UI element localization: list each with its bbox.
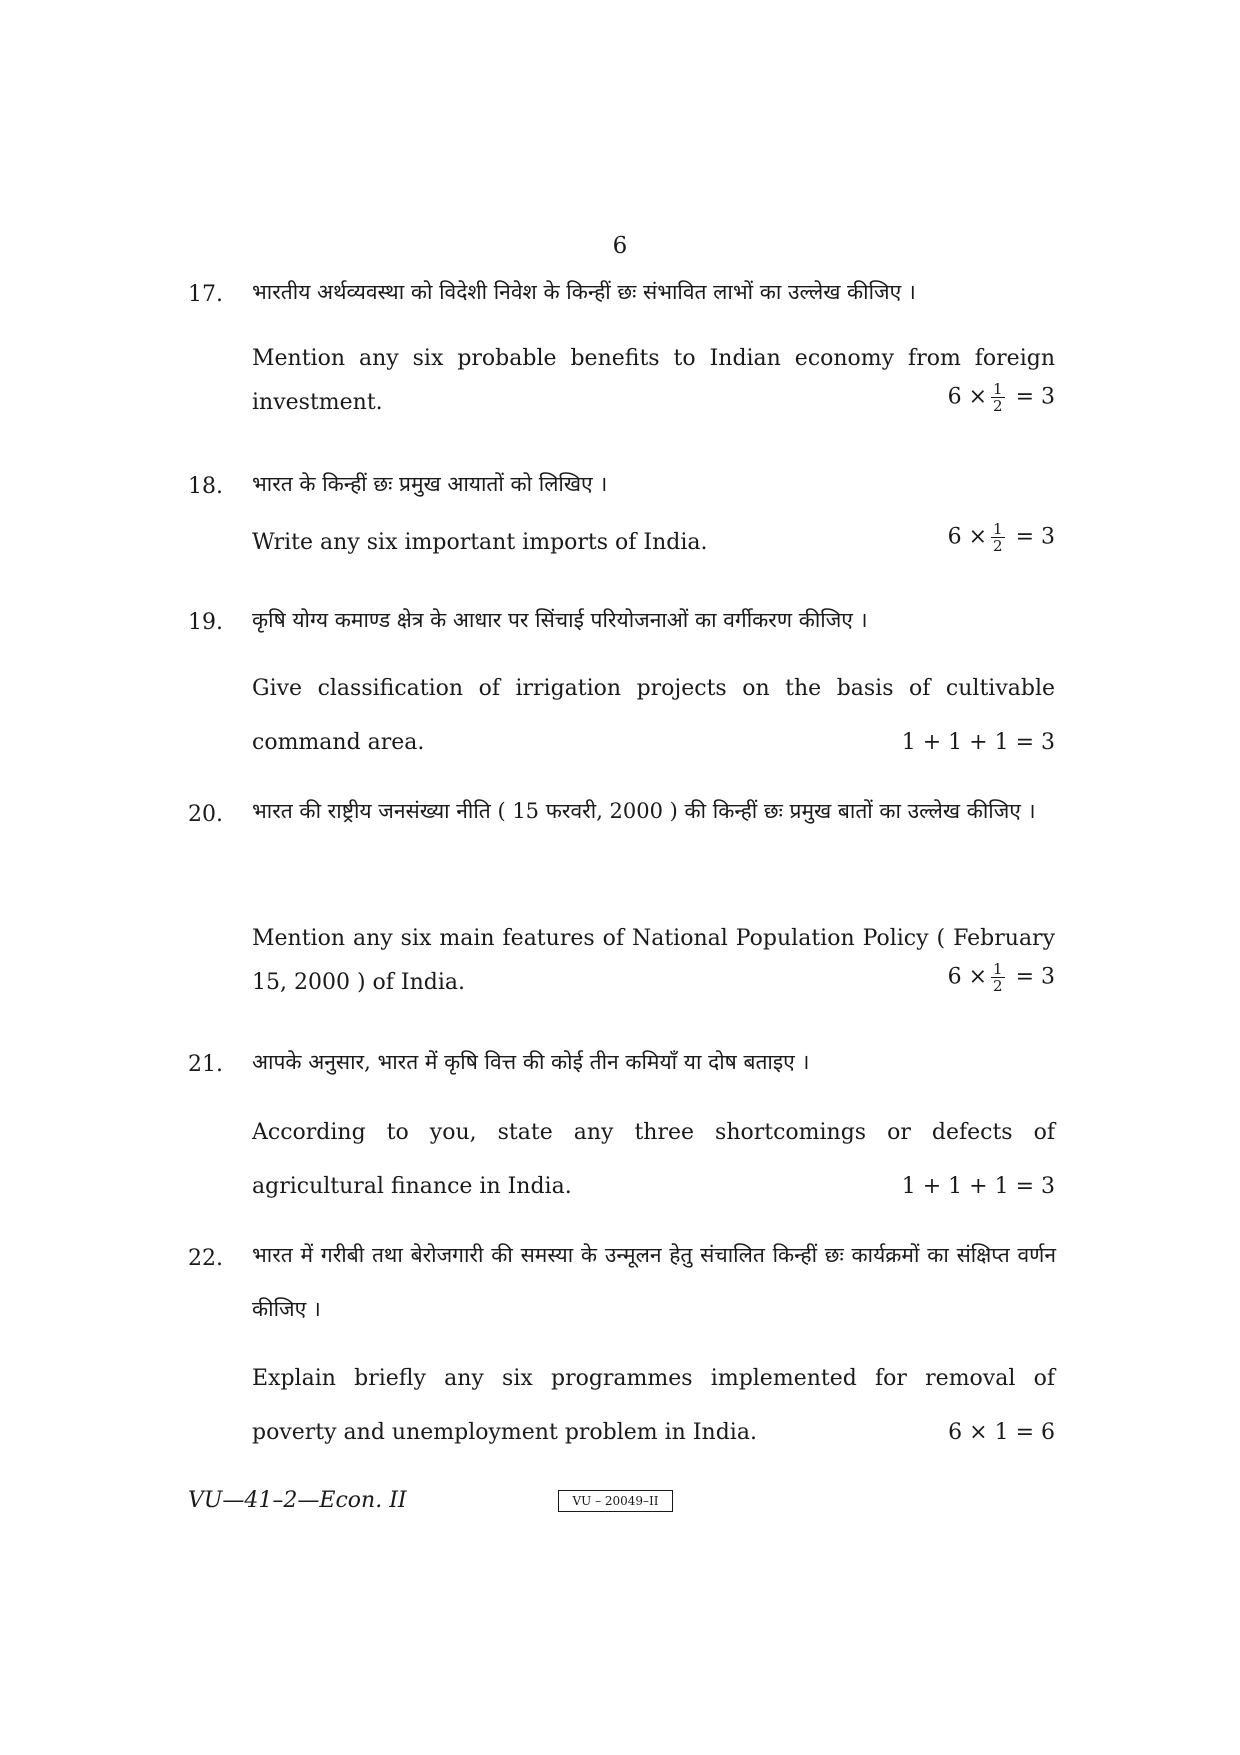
english-line: According to you, state any three shortcomings or defects of [252, 1120, 1055, 1145]
paper-code: VU—41–2—Econ. II [188, 1488, 407, 1513]
marks [948, 381, 1055, 414]
marks [948, 961, 1055, 994]
english-line: investment. [252, 390, 383, 415]
marks-suffix: = 3 [1015, 384, 1055, 410]
english-line: poverty and unemployment problem in India. [252, 1420, 757, 1445]
question-hindi: भारत के किन्हीं छः प्रमुख आयातों को लिखिए । [252, 472, 608, 496]
question-number: 17. [188, 282, 223, 307]
fraction-numerator: 1 [993, 960, 1003, 978]
english-line: Mention any six main features of National Population Policy ( February [252, 926, 1055, 951]
english-line: 15, 2000 ) of India. [252, 970, 466, 995]
english-line: Give classification of irrigation projects on the basis of cultivable [252, 676, 1055, 701]
question-hindi: कृषि योग्य कमाण्ड क्षेत्र के आधार पर सिंचाई परियोजनाओं का वर्गीकरण कीजिए । [252, 608, 868, 632]
fraction-denominator: 2 [993, 397, 1003, 415]
fraction [991, 381, 1005, 414]
marks: 6 × 1 = 6 [948, 1420, 1055, 1445]
question-number: 18. [188, 474, 223, 499]
marks [948, 521, 1055, 554]
question-hindi: भारतीय अर्थव्यवस्था को विदेशी निवेश के किन्हीं छः संभावित लाभों का उल्लेख कीजिए । [252, 280, 916, 304]
english-line: Write any six important imports of India. [252, 530, 708, 555]
english-line: command area. [252, 730, 425, 755]
fraction-denominator: 2 [993, 977, 1003, 995]
fraction-numerator: 1 [993, 520, 1003, 538]
fraction-denominator: 2 [993, 537, 1003, 555]
question-hindi: आपके अनुसार, भारत में कृषि वित्त की कोई तीन कमियाँ या दोष बताइए । [252, 1050, 810, 1074]
question-number: 19. [188, 610, 223, 635]
page-number: 6 [612, 233, 628, 259]
fraction-numerator: 1 [993, 380, 1003, 398]
fraction [991, 961, 1005, 994]
booklet-code-box: VU – 20049–II [558, 1490, 673, 1512]
english-line: agricultural finance in India. [252, 1174, 572, 1199]
marks: 1 + 1 + 1 = 3 [901, 1174, 1055, 1199]
question-number: 21. [188, 1052, 223, 1077]
marks-suffix: = 3 [1015, 964, 1055, 990]
marks-prefix: 6 × [947, 384, 988, 410]
fraction [991, 521, 1005, 554]
english-line: Mention any six probable benefits to Indian economy from foreign [252, 346, 1055, 371]
question-number: 22. [188, 1246, 223, 1271]
question-hindi: भारत में गरीबी तथा बेरोजगारी की समस्या के उन्मूलन हेतु संचालित किन्हीं छः कार्यक्रमों का संक्षिप्त वर्णन कीजिए । [252, 1243, 1056, 1321]
question-hindi: भारत की राष्ट्रीय जनसंख्या नीति ( 15 फरवरी, 2000 ) की किन्हीं छः प्रमुख बातों का उल्लेख कीजिए । [252, 799, 1036, 823]
question-number: 20. [188, 802, 223, 827]
marks: 1 + 1 + 1 = 3 [901, 730, 1055, 755]
marks-prefix: 6 × [947, 964, 988, 990]
marks-prefix: 6 × [947, 524, 988, 550]
marks-suffix: = 3 [1015, 524, 1055, 550]
english-line: Explain briefly any six programmes implemented for removal of [252, 1366, 1055, 1391]
